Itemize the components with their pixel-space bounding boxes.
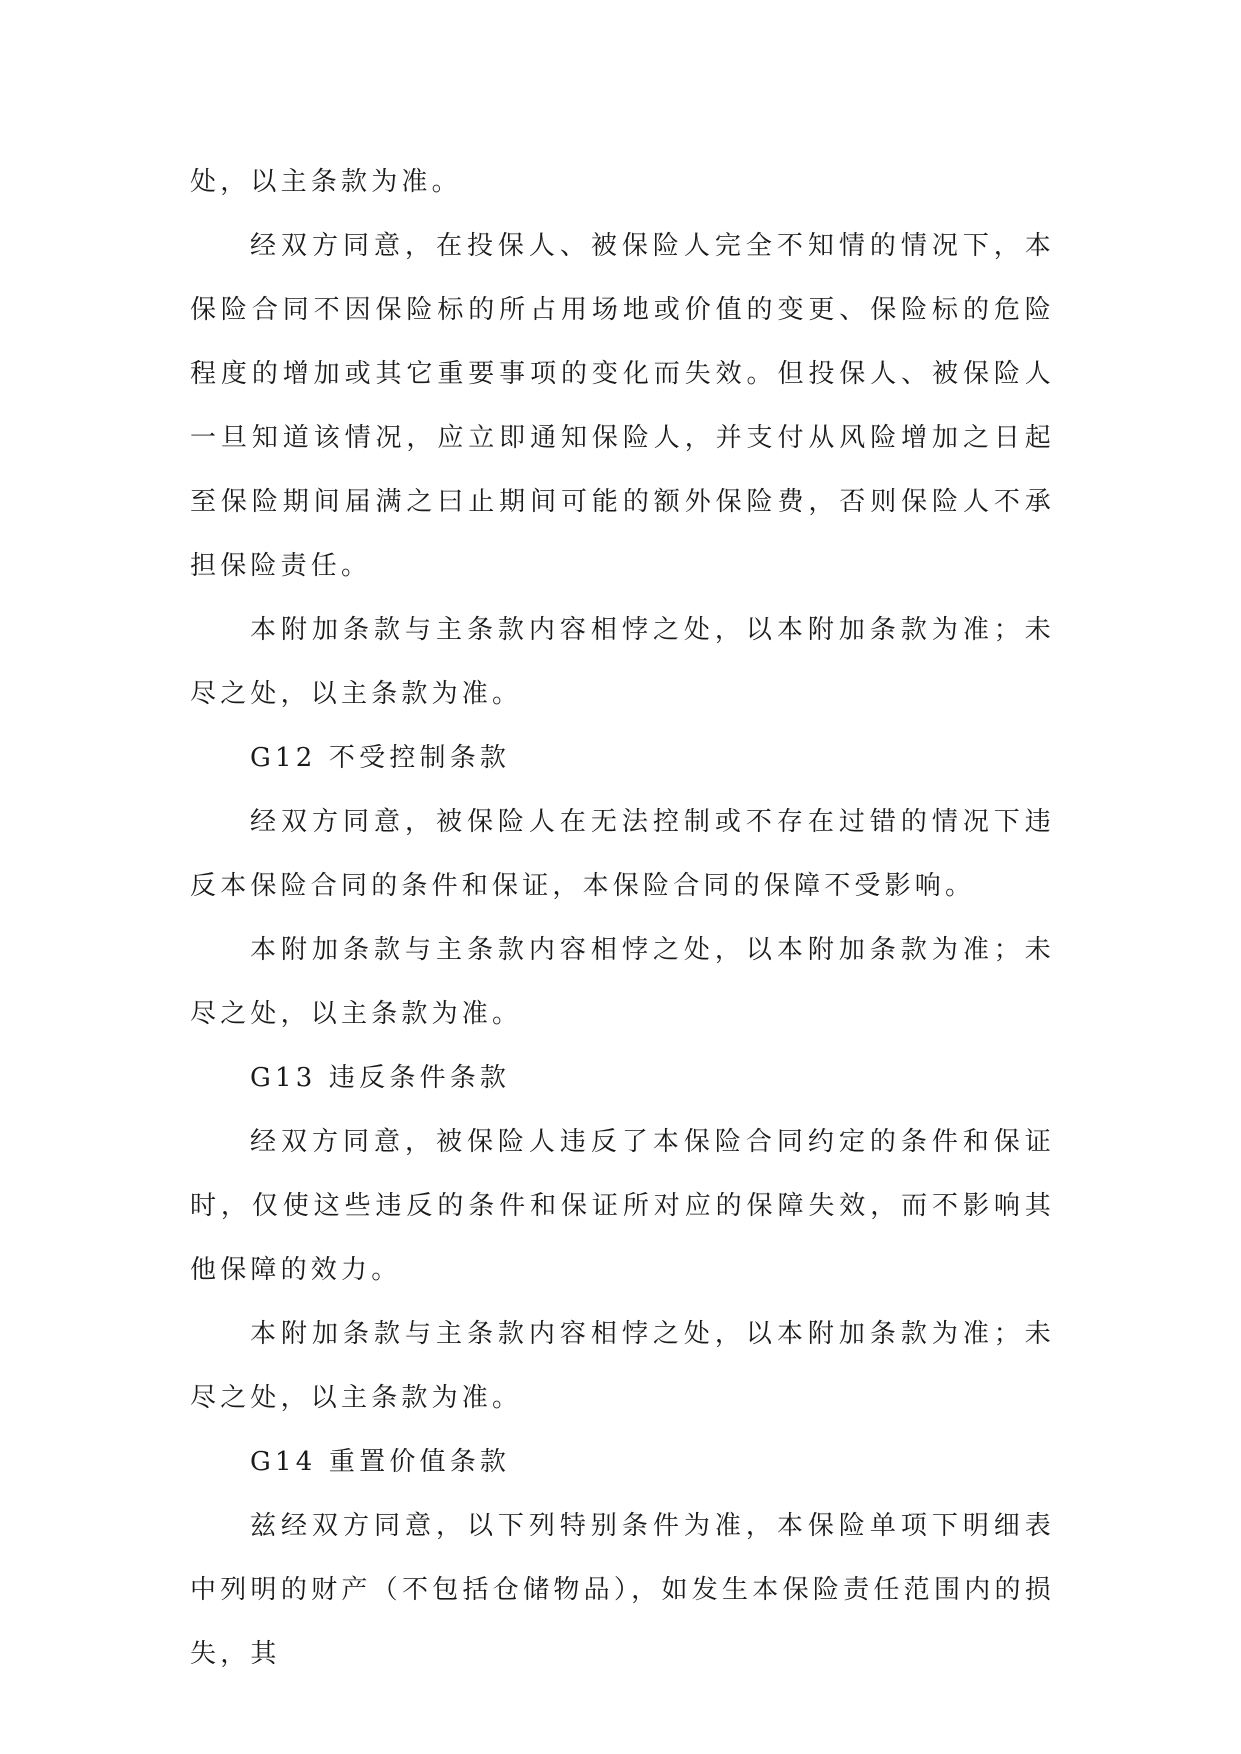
paragraph-body: 经双方同意，被保险人违反了本保险合同约定的条件和保证时，仅使这些违反的条件和保证所对应的保障失效，而不影响其他保障的效力。 [190,1127,1055,1285]
paragraph-body: 经双方同意，在投保人、被保险人完全不知情的情况下，本保险合同不因保险标的所占用场地或价值的变更、保险标的危险程度的增加或其它重要事项的变化而失效。但投保人、被保险人一旦知道该情况，应立即通知保险人，并支付从风险增加之日起至保险期间届满之曰止期间可能的额外保险费，否则保险人不承担保险责任。 [190,231,1055,581]
document-page [190,150,1055,1686]
paragraph-body: 经双方同意，被保险人在无法控制或不存在过错的情况下违反本保险合同的条件和保证，本保险合同的保障不受影响。 [190,807,1055,901]
paragraph-precedence: 本附加条款与主条款内容相悖之处，以本附加条款为准；未尽之处，以主条款为准。 [190,935,1055,1029]
paragraph-body: 兹经双方同意，以下列特别条件为准，本保险单项下明细表中列明的财产（不包括仓储物品），如发生本保险责任范围内的损失，其 [190,1511,1055,1669]
section-heading-g12: G12 不受控制条款 [250,743,511,773]
paragraph-continuation: 处，以主条款为准。 [190,167,462,197]
paragraph-precedence: 本附加条款与主条款内容相悖之处，以本附加条款为准；未尽之处，以主条款为准。 [190,615,1055,709]
section-heading-g14: G14 重置价值条款 [250,1447,511,1477]
paragraph-precedence: 本附加条款与主条款内容相悖之处，以本附加条款为准；未尽之处，以主条款为准。 [190,1319,1055,1413]
section-heading-g13: G13 违反条件条款 [250,1063,511,1093]
